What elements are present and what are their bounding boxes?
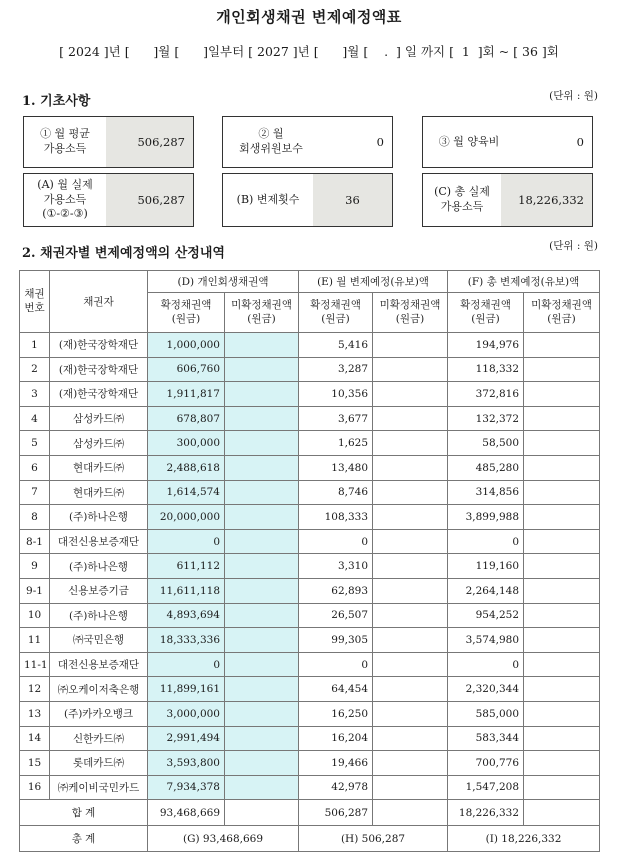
claim-no: 3 xyxy=(20,382,50,407)
d-unconfirmed xyxy=(225,628,299,653)
f-unconfirmed xyxy=(524,701,600,726)
f-unconfirmed xyxy=(524,628,600,653)
e-unconfirmed xyxy=(373,677,448,702)
f-confirmed: 194,976 xyxy=(448,333,524,358)
repayment-table xyxy=(19,270,600,852)
f-unconfirmed xyxy=(524,775,600,800)
e-unconfirmed xyxy=(373,751,448,776)
header-e-confirmed: 확정채권액 (원금) xyxy=(299,293,373,333)
f-confirmed: 583,344 xyxy=(448,726,524,751)
f-confirmed: 3,899,988 xyxy=(448,505,524,530)
e-unconfirmed xyxy=(373,726,448,751)
e-confirmed: 108,333 xyxy=(299,505,373,530)
section1-heading: 1. 기초사항 xyxy=(22,94,91,109)
f-confirmed: 2,320,344 xyxy=(448,677,524,702)
f-unconfirmed xyxy=(524,406,600,431)
d-unconfirmed xyxy=(225,554,299,579)
table-row xyxy=(20,480,600,505)
d-confirmed: 20,000,000 xyxy=(148,505,225,530)
d-unconfirmed xyxy=(225,726,299,751)
e-confirmed: 26,507 xyxy=(299,603,373,628)
repay-count-box xyxy=(222,173,393,227)
creditor-name: (주)하나은행 xyxy=(50,505,148,530)
claim-no: 11-1 xyxy=(20,652,50,677)
f-unconfirmed xyxy=(524,382,600,407)
header-group-f: (F) 총 변제예정(유보)액 xyxy=(448,271,600,293)
e-unconfirmed xyxy=(373,480,448,505)
e-confirmed: 42,978 xyxy=(299,775,373,800)
header-f-confirmed: 확정채권액 (원금) xyxy=(448,293,524,333)
d-confirmed: 606,760 xyxy=(148,357,225,382)
trustee-fee-label: ② 월 회생위원보수 xyxy=(239,127,303,155)
d-unconfirmed xyxy=(225,406,299,431)
e-unconfirmed xyxy=(373,333,448,358)
d-unconfirmed xyxy=(225,382,299,407)
creditor-name: (주)하나은행 xyxy=(50,603,148,628)
e-unconfirmed xyxy=(373,628,448,653)
creditor-name: (재)한국장학재단 xyxy=(50,333,148,358)
total-i: (I) 18,226,332 xyxy=(448,826,600,852)
d-confirmed: 3,593,800 xyxy=(148,751,225,776)
table-row xyxy=(20,652,600,677)
f-confirmed: 585,000 xyxy=(448,701,524,726)
f-unconfirmed xyxy=(524,431,600,456)
e-confirmed: 0 xyxy=(299,652,373,677)
claim-no: 2 xyxy=(20,357,50,382)
e-unconfirmed xyxy=(373,701,448,726)
creditor-name: ㈜국민은행 xyxy=(50,628,148,653)
table-row xyxy=(20,505,600,530)
e-confirmed: 64,454 xyxy=(299,677,373,702)
d-confirmed: 7,934,378 xyxy=(148,775,225,800)
f-unconfirmed xyxy=(524,480,600,505)
table-row xyxy=(20,357,600,382)
d-confirmed: 18,333,336 xyxy=(148,628,225,653)
total-h: (H) 506,287 xyxy=(299,826,448,852)
f-unconfirmed xyxy=(524,455,600,480)
creditor-name: (재)한국장학재단 xyxy=(50,382,148,407)
header-d-confirmed: 확정채권액 (원금) xyxy=(148,293,225,333)
table-row xyxy=(20,775,600,800)
total-income-value: 18,226,332 xyxy=(501,174,592,226)
trustee-fee-box xyxy=(222,116,393,168)
d-unconfirmed xyxy=(225,677,299,702)
d-confirmed: 0 xyxy=(148,529,225,554)
f-unconfirmed xyxy=(524,603,600,628)
creditor-name: 현대카드㈜ xyxy=(50,455,148,480)
e-unconfirmed xyxy=(373,775,448,800)
e-unconfirmed xyxy=(373,431,448,456)
f-confirmed: 1,547,208 xyxy=(448,775,524,800)
total-income-label: (C) 총 실제 가용소득 xyxy=(434,185,490,213)
d-confirmed: 2,991,494 xyxy=(148,726,225,751)
creditor-name: (재)한국장학재단 xyxy=(50,357,148,382)
e-confirmed: 16,250 xyxy=(299,701,373,726)
avg-income-box xyxy=(23,116,194,168)
claim-no: 1 xyxy=(20,333,50,358)
f-unconfirmed xyxy=(524,529,600,554)
e-confirmed: 99,305 xyxy=(299,628,373,653)
e-confirmed: 16,204 xyxy=(299,726,373,751)
table-row xyxy=(20,431,600,456)
d-confirmed: 0 xyxy=(148,652,225,677)
header-f-unconfirmed: 미확정채권액 (원금) xyxy=(524,293,600,333)
claim-no: 4 xyxy=(20,406,50,431)
actual-income-label: (A) 월 실제 가용소득 (①-②-③) xyxy=(37,177,93,221)
creditor-name: 현대카드㈜ xyxy=(50,480,148,505)
d-unconfirmed xyxy=(225,480,299,505)
table-row xyxy=(20,455,600,480)
f-confirmed: 485,280 xyxy=(448,455,524,480)
child-support-label: ③ 월 양육비 xyxy=(438,134,500,148)
f-confirmed: 2,264,148 xyxy=(448,578,524,603)
f-unconfirmed xyxy=(524,357,600,382)
d-unconfirmed xyxy=(225,505,299,530)
d-unconfirmed xyxy=(225,701,299,726)
actual-income-box xyxy=(23,173,194,227)
d-unconfirmed xyxy=(225,603,299,628)
e-confirmed: 13,480 xyxy=(299,455,373,480)
claim-no: 15 xyxy=(20,751,50,776)
creditor-name: ㈜오케이저축은행 xyxy=(50,677,148,702)
f-confirmed: 700,776 xyxy=(448,751,524,776)
claim-no: 7 xyxy=(20,480,50,505)
e-unconfirmed xyxy=(373,406,448,431)
header-group-d: (D) 개인회생채권액 xyxy=(148,271,299,293)
header-claim-no: 채권 번호 xyxy=(20,271,50,333)
header-d-unconfirmed: 미확정채권액 (원금) xyxy=(225,293,299,333)
header-creditor: 채권자 xyxy=(50,271,148,333)
avg-income-label: ① 월 평균 가용소득 xyxy=(40,127,90,155)
total-label: 총 계 xyxy=(20,826,148,852)
sum-label: 합 계 xyxy=(20,800,148,826)
claim-no: 14 xyxy=(20,726,50,751)
d-confirmed: 1,911,817 xyxy=(148,382,225,407)
claim-no: 10 xyxy=(20,603,50,628)
table-row xyxy=(20,726,600,751)
claim-no: 13 xyxy=(20,701,50,726)
actual-income-value: 506,287 xyxy=(106,174,193,226)
e-confirmed: 1,625 xyxy=(299,431,373,456)
d-confirmed: 11,899,161 xyxy=(148,677,225,702)
f-unconfirmed xyxy=(524,726,600,751)
f-confirmed: 132,372 xyxy=(448,406,524,431)
e-confirmed: 0 xyxy=(299,529,373,554)
child-support-box xyxy=(422,116,593,168)
creditor-name: (주)카카오뱅크 xyxy=(50,701,148,726)
section2-unit: (단위 : 원) xyxy=(549,240,598,252)
claim-no: 8 xyxy=(20,505,50,530)
e-confirmed: 62,893 xyxy=(299,578,373,603)
table-row xyxy=(20,333,600,358)
page-title: 개인회생채권 변제예정액표 xyxy=(216,8,402,26)
trustee-fee-value: 0 xyxy=(376,135,384,149)
sum-f-confirmed: 18,226,332 xyxy=(448,800,524,826)
e-unconfirmed xyxy=(373,529,448,554)
e-unconfirmed xyxy=(373,554,448,579)
e-confirmed: 19,466 xyxy=(299,751,373,776)
f-confirmed: 0 xyxy=(448,652,524,677)
e-confirmed: 3,287 xyxy=(299,357,373,382)
d-unconfirmed xyxy=(225,529,299,554)
claim-no: 8-1 xyxy=(20,529,50,554)
f-unconfirmed xyxy=(524,677,600,702)
e-unconfirmed xyxy=(373,455,448,480)
d-unconfirmed xyxy=(225,652,299,677)
section2-heading: 2. 채권자별 변제예정액의 산정내역 xyxy=(22,246,225,261)
claim-no: 5 xyxy=(20,431,50,456)
d-confirmed: 1,000,000 xyxy=(148,333,225,358)
e-confirmed: 3,310 xyxy=(299,554,373,579)
creditor-name: 대전신용보증재단 xyxy=(50,652,148,677)
f-unconfirmed xyxy=(524,751,600,776)
table-row xyxy=(20,628,600,653)
e-unconfirmed xyxy=(373,652,448,677)
d-confirmed: 300,000 xyxy=(148,431,225,456)
avg-income-value: 506,287 xyxy=(106,117,193,167)
f-confirmed: 372,816 xyxy=(448,382,524,407)
f-unconfirmed xyxy=(524,578,600,603)
d-unconfirmed xyxy=(225,775,299,800)
d-unconfirmed xyxy=(225,333,299,358)
creditor-name: 대전신용보증재단 xyxy=(50,529,148,554)
f-unconfirmed xyxy=(524,333,600,358)
creditor-name: 신용보증기금 xyxy=(50,578,148,603)
f-confirmed: 954,252 xyxy=(448,603,524,628)
e-unconfirmed xyxy=(373,578,448,603)
sum-d-confirmed: 93,468,669 xyxy=(148,800,225,826)
child-support-value: 0 xyxy=(576,135,584,149)
sum-d-unconfirmed xyxy=(225,800,299,826)
e-unconfirmed xyxy=(373,505,448,530)
table-row xyxy=(20,382,600,407)
creditor-name: (주)하나은행 xyxy=(50,554,148,579)
header-group-e: (E) 월 변제예정(유보)액 xyxy=(299,271,448,293)
creditor-name: 롯데카드㈜ xyxy=(50,751,148,776)
total-income-box xyxy=(422,173,593,227)
creditor-name: ㈜케이비국민카드 xyxy=(50,775,148,800)
f-confirmed: 118,332 xyxy=(448,357,524,382)
f-confirmed: 58,500 xyxy=(448,431,524,456)
f-unconfirmed xyxy=(524,554,600,579)
d-confirmed: 4,893,694 xyxy=(148,603,225,628)
d-confirmed: 1,614,574 xyxy=(148,480,225,505)
creditor-name: 삼성카드㈜ xyxy=(50,431,148,456)
e-confirmed: 5,416 xyxy=(299,333,373,358)
f-confirmed: 0 xyxy=(448,529,524,554)
e-unconfirmed xyxy=(373,382,448,407)
e-confirmed: 3,677 xyxy=(299,406,373,431)
header-e-unconfirmed: 미확정채권액 (원금) xyxy=(373,293,448,333)
e-confirmed: 10,356 xyxy=(299,382,373,407)
d-unconfirmed xyxy=(225,578,299,603)
f-confirmed: 314,856 xyxy=(448,480,524,505)
sum-e-confirmed: 506,287 xyxy=(299,800,373,826)
claim-no: 16 xyxy=(20,775,50,800)
table-row xyxy=(20,554,600,579)
section1-unit: (단위 : 원) xyxy=(549,90,598,102)
table-row xyxy=(20,701,600,726)
f-unconfirmed xyxy=(524,505,600,530)
table-row xyxy=(20,578,600,603)
d-confirmed: 3,000,000 xyxy=(148,701,225,726)
e-unconfirmed xyxy=(373,603,448,628)
repay-count-label: (B) 변제횟수 xyxy=(236,192,300,206)
d-confirmed: 11,611,118 xyxy=(148,578,225,603)
f-confirmed: 3,574,980 xyxy=(448,628,524,653)
d-confirmed: 611,112 xyxy=(148,554,225,579)
d-confirmed: 2,488,618 xyxy=(148,455,225,480)
claim-no: 9-1 xyxy=(20,578,50,603)
repayment-period: [ 2024 ]년 [ ]월 [ ]일부터 [ 2027 ]년 [ ]월 [ . ] 일 까지 [ 1 ]회 ~ [ 36 ]회 xyxy=(59,44,559,59)
table-row xyxy=(20,677,600,702)
e-confirmed: 8,746 xyxy=(299,480,373,505)
total-g: (G) 93,468,669 xyxy=(148,826,299,852)
d-unconfirmed xyxy=(225,357,299,382)
claim-no: 6 xyxy=(20,455,50,480)
d-unconfirmed xyxy=(225,455,299,480)
d-confirmed: 678,807 xyxy=(148,406,225,431)
table-row xyxy=(20,603,600,628)
claim-no: 11 xyxy=(20,628,50,653)
claim-no: 9 xyxy=(20,554,50,579)
d-unconfirmed xyxy=(225,751,299,776)
sum-f-unconfirmed xyxy=(524,800,600,826)
f-confirmed: 119,160 xyxy=(448,554,524,579)
repay-count-value: 36 xyxy=(313,174,392,226)
e-unconfirmed xyxy=(373,357,448,382)
table-row xyxy=(20,406,600,431)
f-unconfirmed xyxy=(524,652,600,677)
table-row xyxy=(20,751,600,776)
d-unconfirmed xyxy=(225,431,299,456)
claim-no: 12 xyxy=(20,677,50,702)
sum-e-unconfirmed xyxy=(373,800,448,826)
table-row xyxy=(20,529,600,554)
creditor-name: 신한카드㈜ xyxy=(50,726,148,751)
creditor-name: 삼성카드㈜ xyxy=(50,406,148,431)
